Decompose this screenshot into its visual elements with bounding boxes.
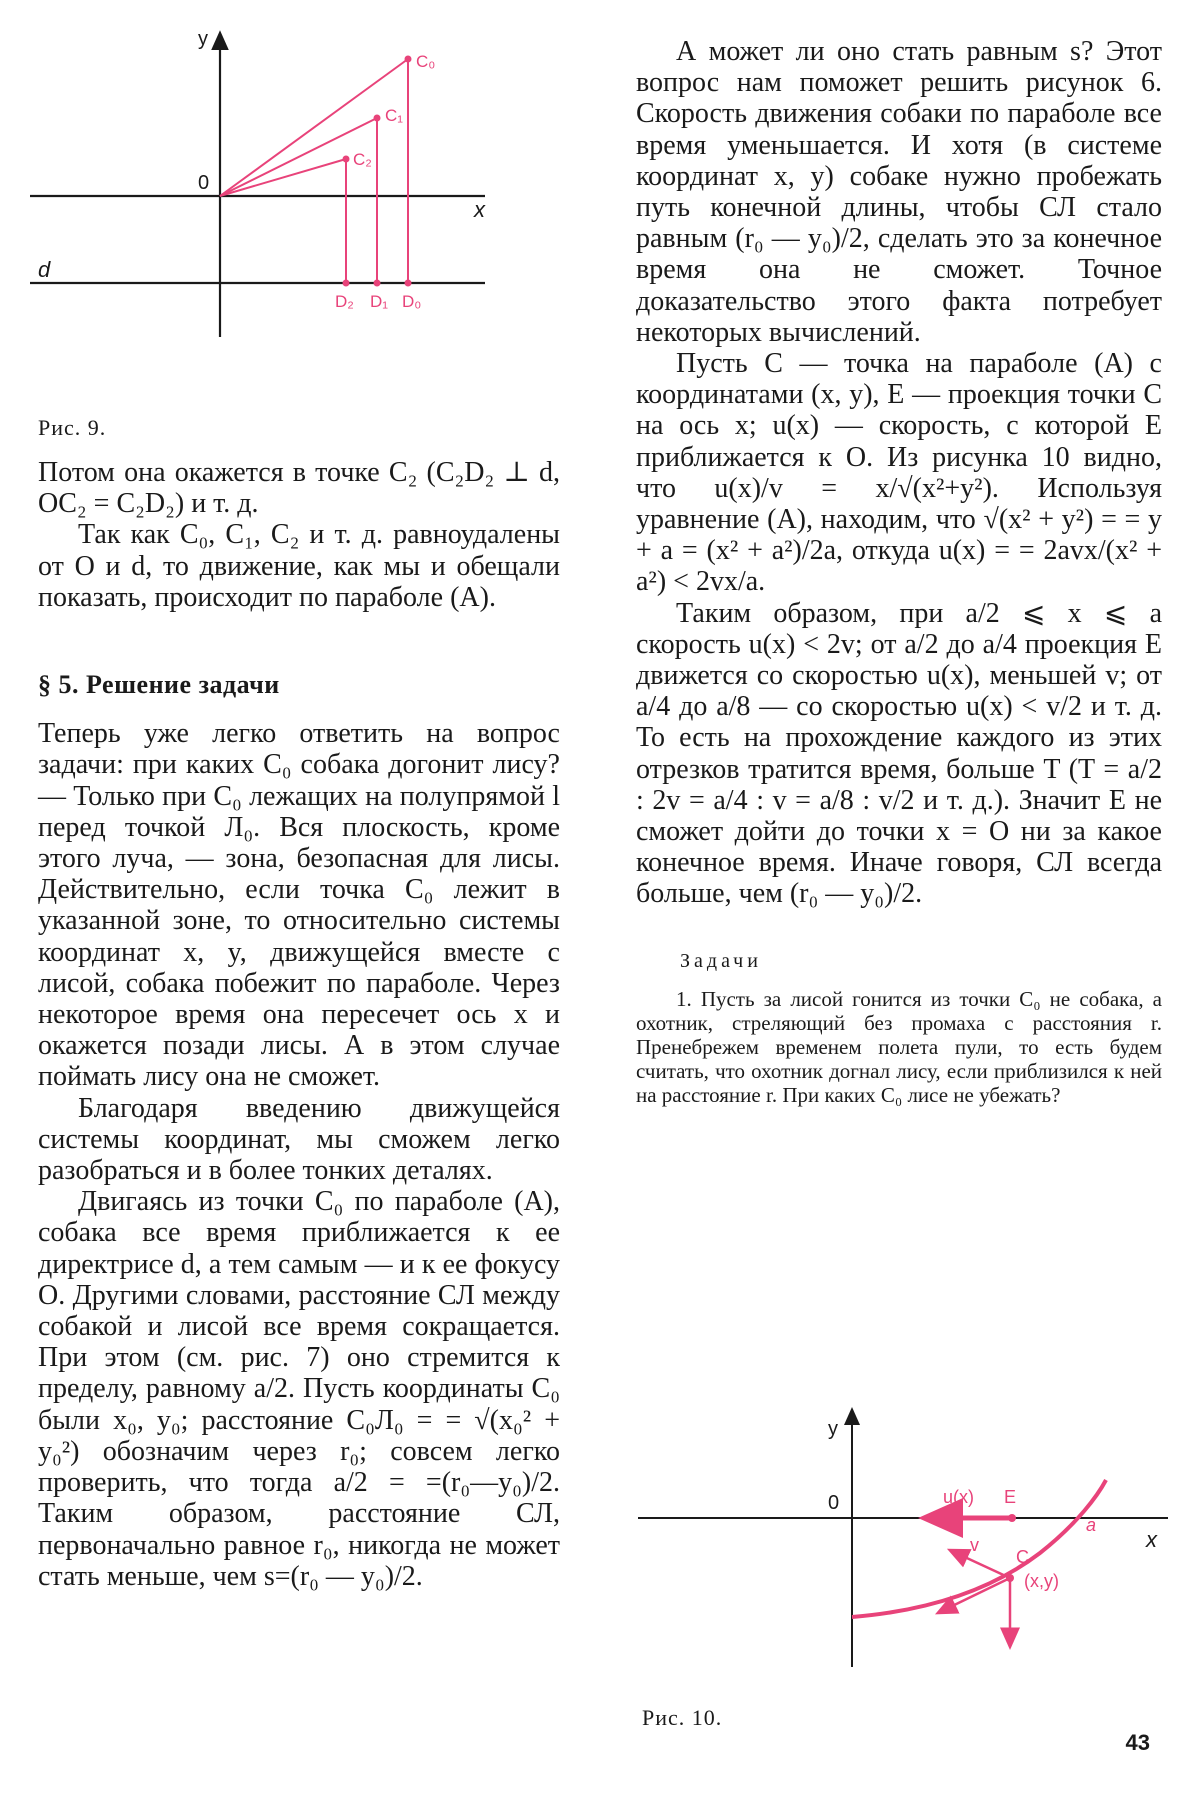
label-x: x (474, 197, 485, 222)
label-D2: D₂ (335, 292, 354, 311)
ray-O-C0 (220, 59, 408, 196)
point-D2 (343, 280, 350, 287)
paragraph: Двигаясь из точки C₀ по параболе (А), собака все время приближается к ее директрисе d, а тем самым — и к ее фокусу O. Другими словами, расстояние СЛ между собакой и лисой все время сокращается. При этом (см. рис. 7) оно стремится к пределу, равному a/2. Пусть координаты C₀ были x₀, y₀; расстояние C₀Л₀ = = √(x₀² + y₀²) обозначим через r₀; совсем легко проверить, что тогда a/2 = =(r₀—y₀)/2. Таким образом, расстояние СЛ, первоначально равное r₀, никогда не может стать меньше, чем s=(r₀ — y₀)/2. (38, 1186, 560, 1592)
point-C (1006, 1574, 1014, 1582)
label-D0: D₀ (402, 292, 422, 311)
point-C2 (343, 156, 350, 163)
label-y: y (828, 1418, 838, 1440)
point-D1 (374, 280, 381, 287)
paragraph: Таким образом, при a/2 ⩽ x ⩽ a скорость u(x) < 2v; от a/2 до a/4 проекция E движется со скоростью u(x), меньшей v; от a/4 до a/8 — со скоростью u(x) < v/2 и т. д. То есть на прохождение каждого из этих отрезков тратится время, больше T (T = a/2 : 2v = a/4 : v = a/8 : v/2 и т. д.). Значит E не сможет дойти до точки x = O ни за какое конечное время. Иначе говоря, СЛ всегда больше, чем (r₀ — y₀)/2. (636, 597, 1162, 910)
label-D1: D₁ (370, 292, 389, 311)
figure-10-caption: Рис. 10. (642, 1705, 723, 1730)
label-C2: C₂ (353, 150, 372, 169)
parabola-curve (852, 1480, 1106, 1617)
task-1: 1. Пусть за лисой гонится из точки C₀ не собака, а охотник, стреляющий без промаха с расстояния r. Пренебрежем временем полета пули, то есть будем считать, что охотник догнал лису, если приблизился к ней на расстояние r. При каких C₀ лисе не убежать? (636, 986, 1162, 1107)
label-v: v (970, 1535, 979, 1555)
figure-10 (638, 1405, 1178, 1675)
tasks-heading: Задачи (680, 949, 762, 972)
v-vector (956, 1553, 1010, 1578)
point-C1 (374, 115, 381, 122)
paragraph: Так как C₀, C₁, C₂ и т. д. равноудалены от O и d, то движение, как мы и обещали показать, происходит по параболе (А). (38, 519, 560, 613)
label-x: x (1146, 1527, 1157, 1552)
label-y: y (198, 28, 208, 50)
paragraph: Благодаря введению движущейся системы координат, мы сможем легко разобраться и в более тонких деталях. (38, 1092, 560, 1187)
point-C0 (405, 56, 412, 63)
paragraph: Пусть C — точка на параболе (А) с координатами (x, y), E — проекция точки C на ось x; u(x) — скорость, с которой E приближается к O. Из рисунка 10 видно, что u(x)/v = x/√(x²+y²). Используя уравнение (А), находим, что √(x² + y²) = = y + a = (x² + a²)/2a, откуда u(x) = = 2avx/(x² + a²) < 2vx/a. (636, 348, 1162, 598)
right-column (636, 36, 1162, 1107)
paragraph: Теперь уже легко ответить на вопрос задачи: при каких C₀ собака догонит лису? — Только при C₀ лежащих на полупрямой l перед точкой Л₀. Вся плоскость, кроме этого луча, — зона, безопасная для лисы. Действительно, если точка C₀ лежит в указанной зоне, то относительно системы координат x, y, движущейся вместе с лисой, собака побежит по параболе. Через некоторое время она пересечет ось x и окажется позади лисы. А в этом случае поймать лису она не сможет. (38, 718, 560, 1093)
label-ux: u(x) (943, 1487, 974, 1507)
point-E (1008, 1514, 1016, 1522)
paragraph: А может ли оно стать равным s? Этот вопрос нам поможет решить рисунок 6. Скорость движения собаки по параболе все время уменьшается. И хотя (в системе координат x, y) собаке нужно пробежать путь конечной длины, чтобы СЛ стало равным (r₀ — y₀)/2, сделать это за конечное время она не сможет. Точное доказательство этого факта потребует некоторых вычислений. (636, 36, 1162, 348)
velocity-vector (944, 1578, 1010, 1610)
label-d: d (38, 257, 51, 282)
paragraph: Потом она окажется в точке C₂ (C₂D₂ ⊥ d, OC₂ = C₂D₂) и т. д. (38, 457, 560, 520)
label-C1: C₁ (385, 106, 404, 125)
figure-9-caption: Рис. 9. (38, 415, 107, 440)
point-D0 (405, 280, 412, 287)
label-E: E (1004, 1487, 1017, 1507)
label-origin: 0 (198, 172, 210, 194)
label-origin: 0 (828, 1492, 840, 1514)
label-a: a (1086, 1515, 1097, 1535)
page-number: 43 (1125, 1730, 1150, 1755)
section-heading: § 5. Решение задачи (38, 670, 280, 700)
label-C: C (1016, 1547, 1029, 1567)
label-C0: C₀ (416, 52, 436, 71)
label-xy: (x,y) (1024, 1571, 1059, 1591)
left-column (38, 457, 560, 1592)
figure-9 (30, 25, 570, 375)
